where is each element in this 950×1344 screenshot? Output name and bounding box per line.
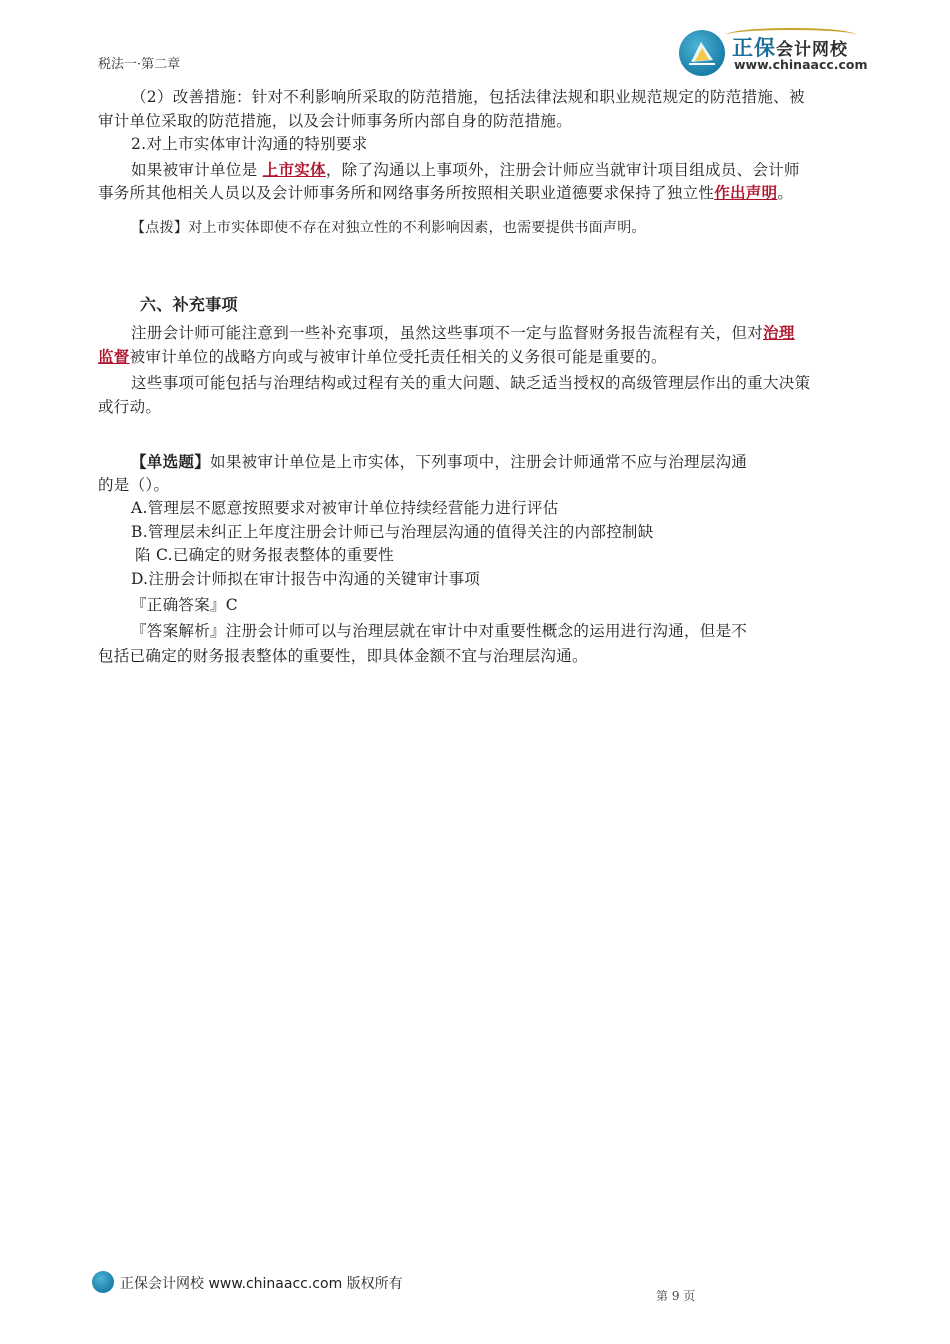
listed-entity-p1-before: 如果被审计单位是 — [131, 161, 258, 179]
question-stem-text: 如果被审计单位是上市实体，下列事项中，注册会计师通常不应与治理层沟通 — [210, 453, 748, 471]
brand-url: www.chinaacc.com — [734, 57, 868, 72]
brand-name-sub: 会计网校 — [776, 40, 848, 60]
supplement-heading: 六、补充事项 — [140, 295, 238, 314]
option-d: D.注册会计师拟在审计报告中沟通的关键审计事项 — [131, 570, 481, 588]
question-stem-line2: 的是（）。 — [98, 476, 170, 494]
listed-entity-p1 — [131, 159, 800, 181]
breadcrumb: 税法一·第二章 — [98, 57, 181, 72]
supplement-p4: 或行动。 — [98, 398, 162, 416]
supplement-p1-text: 注册会计师可能注意到一些补充事项，虽然这些事项不一定与监督财务报告流程有关，但对 — [131, 324, 764, 342]
supplement-p2-text: 被审计单位的战略方向或与被审计单位受托责任相关的义务很可能是重要的。 — [129, 348, 667, 366]
option-b-line1: B.管理层未纠正上年度注册会计师已与治理层沟通的值得关注的内部控制缺 — [131, 523, 654, 541]
answer-analysis-line2: 包括已确定的财务报表整体的重要性，即具体金额不宜与治理层沟通。 — [98, 647, 588, 665]
supplement-p1-highlight: 治理 — [763, 323, 795, 342]
question-tag: 【单选题】 — [131, 453, 211, 471]
answer-analysis-line1: 『答案解析』注册会计师可以与治理层就在审计中对重要性概念的运用进行沟通，但是不 — [131, 622, 748, 640]
supplement-p2 — [98, 346, 667, 368]
correct-answer: 『正确答案』C — [131, 596, 238, 614]
listed-entity-tip: 【点拨】对上市实体即使不存在对独立性的不利影响因素，也需要提供书面声明。 — [131, 220, 646, 236]
listed-entity-p2-highlight: 作出声明 — [714, 183, 778, 202]
listed-entity-p2-after: 。 — [777, 184, 794, 202]
listed-entity-p1-after: ，除了沟通以上事项外，注册会计师应当就审计项目组成员、会计师 — [325, 161, 800, 179]
listed-entity-highlight: 上市实体 — [262, 160, 326, 179]
footer-logo-icon — [92, 1271, 114, 1293]
listed-entity-heading: 2.对上市实体审计沟通的特别要求 — [131, 135, 368, 153]
improve-measures-line2: 审计单位采取的防范措施，以及会计师事务所内部自身的防范措施。 — [98, 112, 573, 130]
option-a: A.管理层不愿意按照要求对被审计单位持续经营能力进行评估 — [131, 499, 559, 517]
listed-entity-p2 — [98, 182, 838, 202]
question-stem-line1 — [131, 451, 747, 473]
improve-measures-line1: （2）改善措施：针对不利影响所采取的防范措施，包括法律法规和职业规范规定的防范措施、被 — [131, 88, 805, 106]
listed-entity-p2-before: 事务所其他相关人员以及会计师事务所和网络事务所按照相关职业道德要求保持了独立性 — [98, 184, 715, 202]
supplement-p3: 这些事项可能包括与治理结构或过程有关的重大问题、缺乏适当授权的高级管理层作出的重大决策 — [131, 374, 811, 392]
brand-name-main: 正保 — [732, 36, 776, 60]
brand-logo-icon — [679, 30, 725, 76]
supplement-p2-highlight: 监督 — [98, 347, 130, 366]
footer-copyright: 正保会计网校 www.chinaacc.com 版权所有 — [120, 1276, 403, 1292]
supplement-p1 — [131, 322, 846, 342]
page-number: 第 9 页 — [656, 1289, 696, 1303]
option-b-line2-and-c: 陷 C.已确定的财务报表整体的重要性 — [135, 546, 395, 564]
